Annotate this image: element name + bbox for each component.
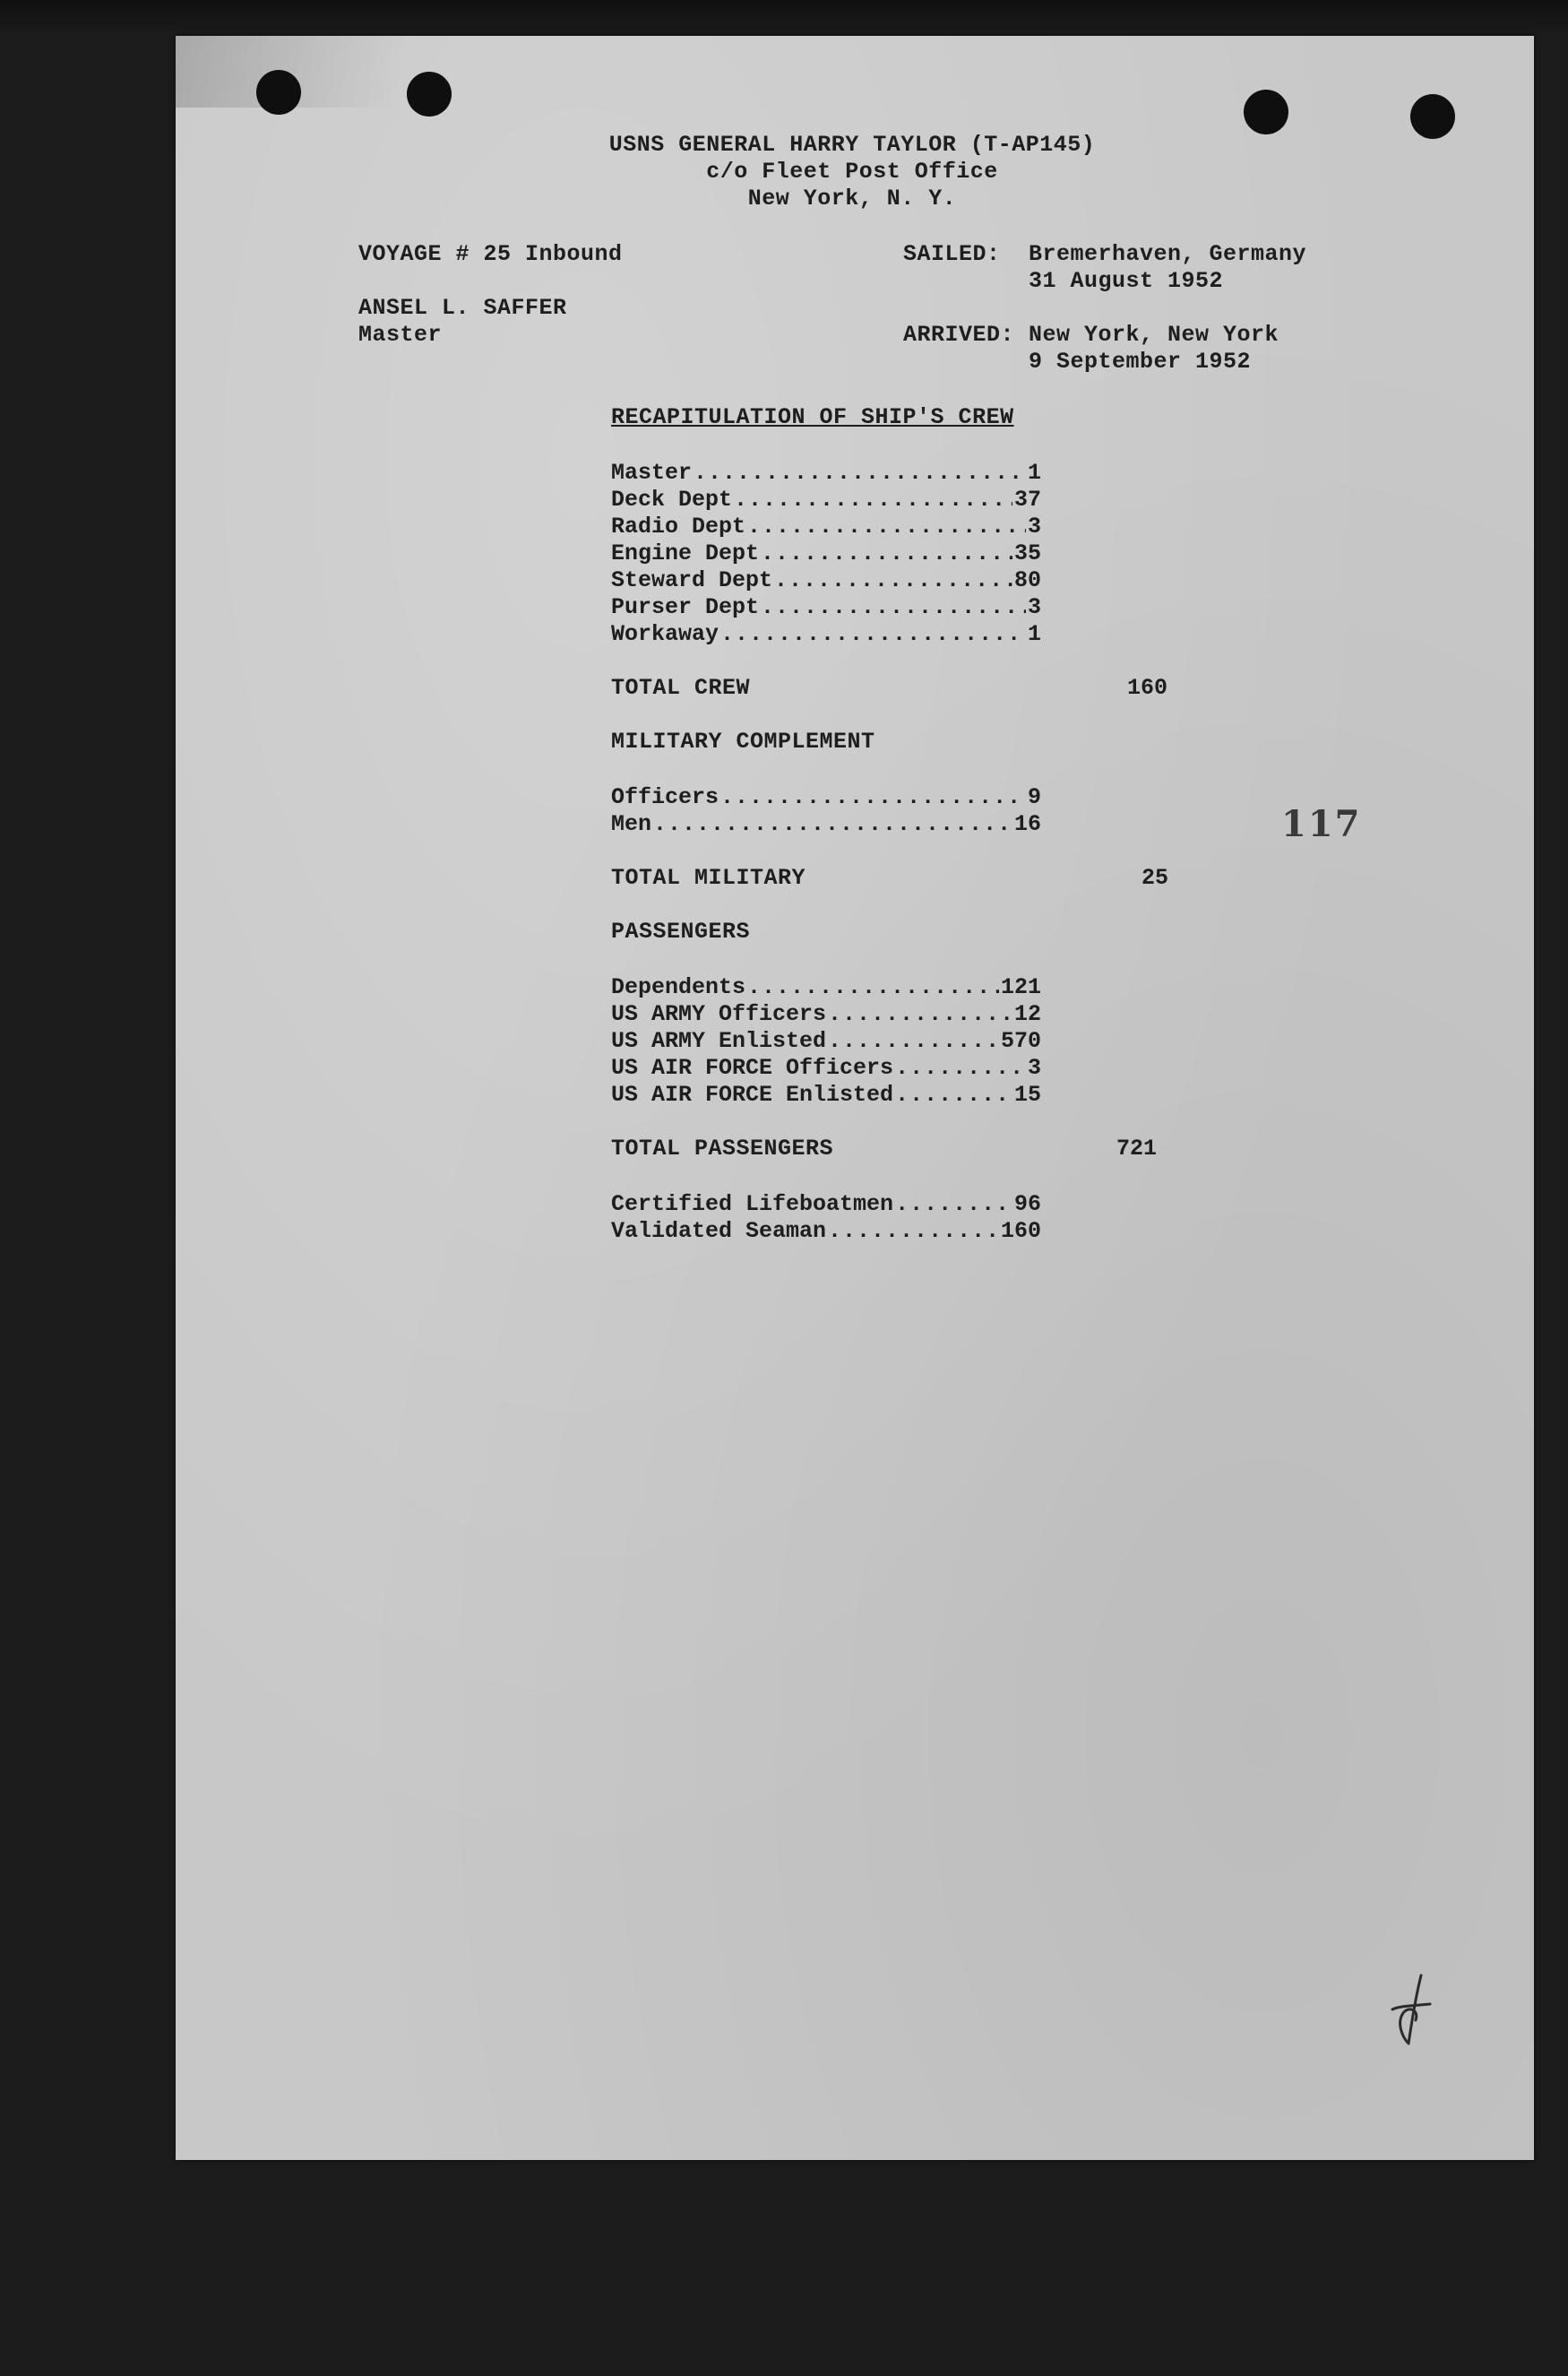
- passenger-value: 3: [1027, 1055, 1041, 1081]
- leader-dots: [828, 1000, 1012, 1028]
- military-title: MILITARY COMPLEMENT: [611, 729, 875, 755]
- crew-row: [611, 540, 1041, 567]
- passengers-title: PASSENGERS: [611, 919, 751, 945]
- cert-row: [611, 1217, 1041, 1245]
- crew-row: [611, 513, 1041, 540]
- total-passengers-value: 721: [1116, 1136, 1158, 1162]
- crew-value: 37: [1013, 487, 1041, 513]
- passenger-value: 15: [1013, 1082, 1041, 1108]
- crew-row: [611, 486, 1041, 514]
- military-label: Officers: [611, 784, 719, 810]
- passenger-value: 12: [1013, 1001, 1041, 1027]
- crew-label: Workaway: [611, 621, 719, 647]
- leader-dots: [747, 973, 999, 1001]
- sailed-date: 31 August 1952: [1029, 268, 1224, 294]
- crew-label: Steward Dept: [611, 567, 773, 593]
- sailed-label: SAILED:: [903, 241, 1001, 267]
- crew-label: Master: [611, 460, 693, 486]
- leader-dots: [653, 810, 1012, 838]
- passenger-value: 570: [1000, 1028, 1041, 1054]
- crew-label: Engine Dept: [611, 540, 760, 566]
- punch-hole: [407, 72, 452, 117]
- military-value: 9: [1027, 784, 1041, 810]
- crew-label: Radio Dept: [611, 514, 746, 540]
- crew-row: [611, 566, 1041, 594]
- leader-dots: [694, 459, 1026, 487]
- cert-label: Certified Lifeboatmen: [611, 1191, 894, 1217]
- crew-value: 80: [1013, 567, 1041, 593]
- punch-hole: [1410, 94, 1455, 139]
- leader-dots: [720, 783, 1026, 811]
- cert-value: 160: [1000, 1218, 1041, 1244]
- ship-name: USNS GENERAL HARRY TAYLOR (T-AP145): [608, 132, 1096, 158]
- military-label: Men: [611, 811, 652, 837]
- crew-row: [611, 620, 1041, 648]
- crew-label: Deck Dept: [611, 487, 733, 513]
- document-page: [176, 36, 1534, 2160]
- passenger-label: Dependents: [611, 974, 746, 1000]
- leader-dots: [747, 513, 1026, 540]
- military-row: [611, 783, 1041, 811]
- master-name: ANSEL L. SAFFER: [358, 295, 567, 321]
- passenger-label: US ARMY Enlisted: [611, 1028, 827, 1054]
- film-edge: [0, 0, 1568, 36]
- punch-hole: [256, 70, 301, 115]
- leader-dots: [734, 486, 1012, 514]
- total-military-value: 25: [1142, 865, 1169, 891]
- crew-value: 1: [1027, 621, 1041, 647]
- passenger-row: [611, 1081, 1041, 1109]
- voyage-number: VOYAGE # 25 Inbound: [358, 241, 623, 267]
- crew-value: 3: [1027, 594, 1041, 620]
- leader-dots: [720, 620, 1026, 648]
- passenger-row: [611, 1027, 1041, 1055]
- passenger-row: [611, 1054, 1041, 1082]
- master-title: Master: [358, 322, 443, 348]
- leader-dots: [761, 540, 1012, 567]
- passenger-value: 121: [1000, 974, 1041, 1000]
- crew-value: 3: [1027, 514, 1041, 540]
- crew-label: Purser Dept: [611, 594, 760, 620]
- leader-dots: [895, 1190, 1012, 1218]
- cert-row: [611, 1190, 1041, 1218]
- passenger-label: US ARMY Officers: [611, 1001, 827, 1027]
- military-row: [611, 810, 1041, 838]
- crew-row: [611, 593, 1041, 621]
- handwritten-initials: [1376, 1970, 1439, 2051]
- recap-title: RECAPITULATION OF SHIP'S CREW: [611, 404, 1014, 430]
- passenger-row: [611, 1000, 1041, 1028]
- sailed-place: Bremerhaven, Germany: [1029, 241, 1307, 267]
- crew-value: 1: [1027, 460, 1041, 486]
- total-crew-label: TOTAL CREW: [611, 675, 751, 701]
- leader-dots: [895, 1054, 1026, 1082]
- crew-value: 35: [1013, 540, 1041, 566]
- total-passengers-label: TOTAL PASSENGERS: [611, 1136, 834, 1162]
- cert-value: 96: [1013, 1191, 1041, 1217]
- page-number-stamp: 117: [1281, 803, 1362, 845]
- leader-dots: [895, 1081, 1012, 1109]
- leader-dots: [828, 1027, 999, 1055]
- passenger-label: US AIR FORCE Officers: [611, 1055, 894, 1081]
- leader-dots: [828, 1217, 999, 1245]
- arrived-date: 9 September 1952: [1029, 349, 1252, 375]
- leader-dots: [774, 566, 1012, 594]
- city: New York, N. Y.: [747, 186, 957, 212]
- post-office: c/o Fleet Post Office: [706, 159, 998, 185]
- arrived-place: New York, New York: [1029, 322, 1279, 348]
- passenger-row: [611, 973, 1041, 1001]
- total-military-label: TOTAL MILITARY: [611, 865, 806, 891]
- total-crew-value: 160: [1127, 675, 1168, 701]
- leader-dots: [761, 593, 1026, 621]
- military-value: 16: [1013, 811, 1041, 837]
- passenger-label: US AIR FORCE Enlisted: [611, 1082, 894, 1108]
- cert-label: Validated Seaman: [611, 1218, 827, 1244]
- crew-row: [611, 459, 1041, 487]
- arrived-label: ARRIVED:: [903, 322, 1015, 348]
- punch-hole: [1244, 90, 1288, 134]
